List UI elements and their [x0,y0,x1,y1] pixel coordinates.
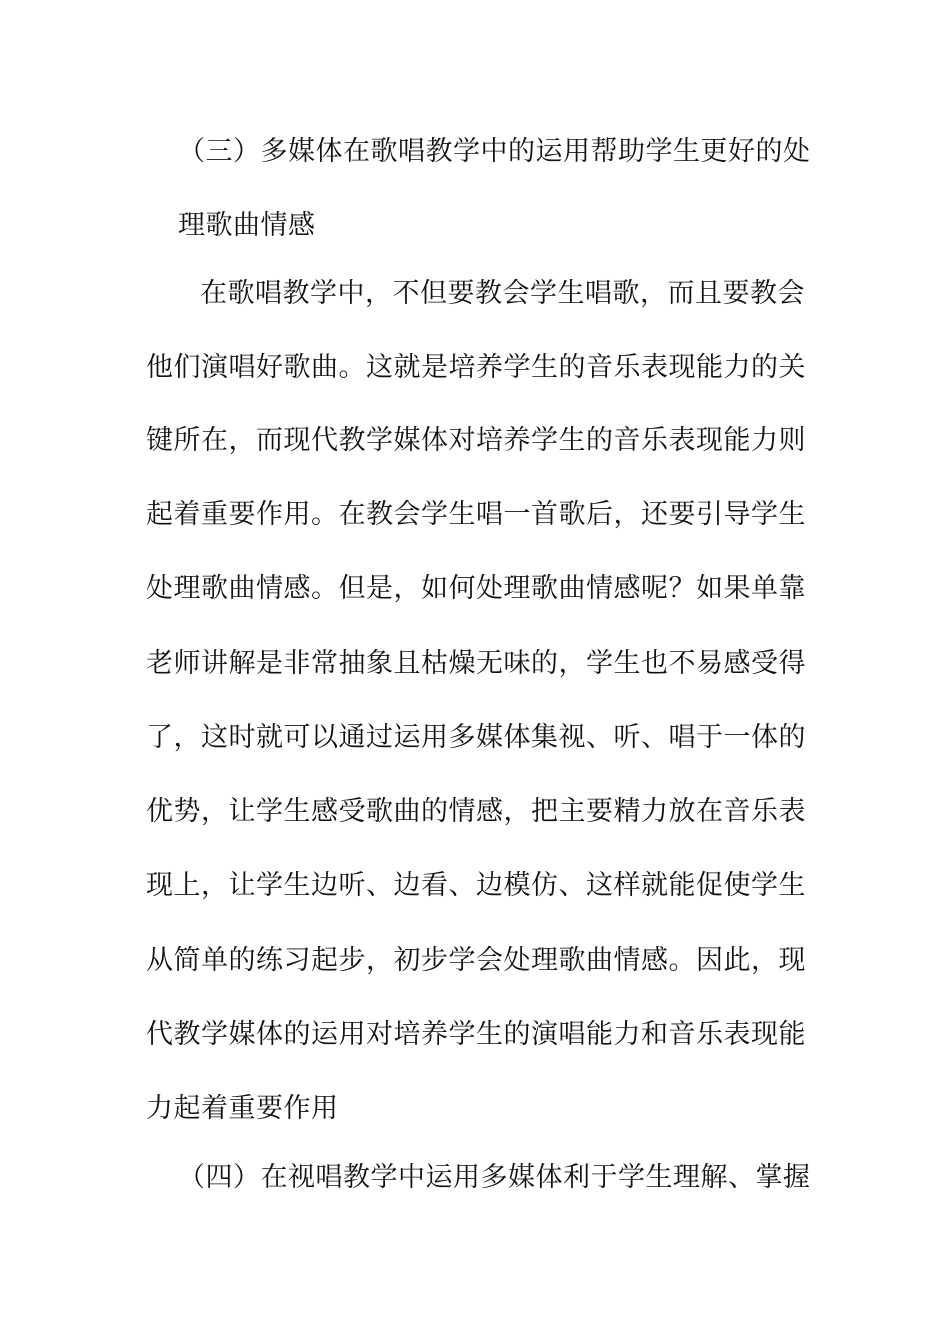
paragraph-line: 在歌唱教学中，不但要教会学生唱歌，而且要教会 [200,278,805,309]
paragraph-line: 从简单的练习起步，初步学会处理歌曲情感。因此，现 [146,945,806,976]
paragraph-line: 优势，让学生感受歌曲的情感，把主要精力放在音乐表 [146,796,806,827]
paragraph-line: 处理歌曲情感。但是，如何处理歌曲情感呢？如果单靠 [146,573,806,604]
paragraph-line: 他们演唱好歌曲。这就是培养学生的音乐表现能力的关 [146,352,806,383]
paragraph-line: 力起着重要作用 [146,1093,339,1124]
section-heading-3-line-1: （三）多媒体在歌唱教学中的运用帮助学生更好的处 [178,136,811,167]
paragraph-line: 起着重要作用。在教会学生唱一首歌后，还要引导学生 [146,499,806,530]
section-heading-4: （四）在视唱教学中运用多媒体利于学生理解、掌握 [178,1162,811,1193]
paragraph-line: 键所在，而现代教学媒体对培养学生的音乐表现能力则 [146,425,806,456]
paragraph-line: 现上，让学生边听、边看、边模仿、这样就能促使学生 [146,870,806,901]
paragraph-line: 老师讲解是非常抽象且枯燥无味的，学生也不易感受得 [146,648,806,679]
paragraph-line: 代教学媒体的运用对培养学生的演唱能力和音乐表现能 [146,1019,806,1050]
paragraph-line: 了，这时就可以通过运用多媒体集视、听、唱于一体的 [146,722,806,753]
section-heading-3-line-2: 理歌曲情感 [178,210,316,241]
